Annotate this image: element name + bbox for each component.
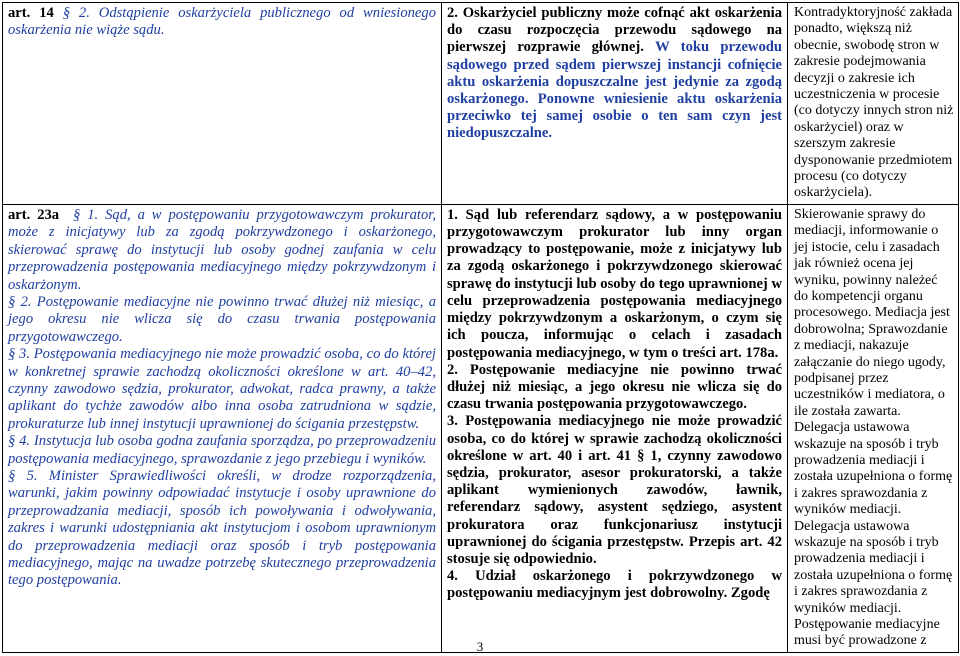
proposed-paragraph: 3. Postępowania mediacyjnego nie może prowadzić osoba, co do której w sprawie zachodzą okoliczności określone w art. 40 i art. 41 § 1, czynny zawodowo sędzia, prokurator, asesor prokuratorski, a także aplikant wymienionych zawodów, ławnik, referendarz sądowy, asystent sędziego, asystent prokuratora oraz funkcjonariusz instytucji uprawnionej do ścigania przestępstw. Przepis art. 42 stosuje się odpowiednio. <box>447 413 782 567</box>
comparison-table <box>2 2 959 653</box>
justification-cell <box>788 3 959 205</box>
proposed-highlight: 2. Oskarżyciel publiczny może cofnąć akt oskarżenia do czasu rozpoczęcia przewodu sądowego na pierwszej rozprawie głównej. <box>447 5 782 56</box>
proposed-rest: W toku przewodu sądowego przed sądem pierwszej instancji cofnięcie aktu oskarżenia dopuszczalne jest jedynie za zgodą oskarżonego. Ponowne wniesienie aktu oskarżenia przeciwko tej samej osobie o ten sam czyn jest niedopuszczalne. <box>447 39 782 142</box>
article-paragraph: § 2. Postępowanie mediacyjne nie powinno trwać dłużej niż miesiąc, a jego okresu nie wlicza się do czasu trwania postępowania przygotowawczego. <box>8 293 436 345</box>
article-paragraph: § 5. Minister Sprawiedliwości określi, w drodze rozporządzenia, warunki, jakim powinny odpowiadać instytucje i osoby uprawnione do przeprowadzania mediacji, sposób ich powoływania i odwoływania, zakres i warunki udostępniania akt instytucjom i osobom uprawnionym do przeprowadzenia mediacji oraz sposób i tryb postępowania mediacyjnego, mając na uwadze potrzebę skutecznego przeprowadzenia tego postępowania. <box>8 467 436 589</box>
proposed-paragraph: 1. Sąd lub referendarz sądowy, a w postępowaniu przygotowawczym prokurator lub inny organ prowadzący to postępowanie, może z inicjatywy lub za zgodą oskarżonego i pokrzywdzonego skierować sprawę do instytucji lub osoby do tego uprawnionej w celu przeprowadzenia postępowania mediacyjnego między pokrzywdzonym a oskarżonym, o czym się ich poucza, informując o celach i zasadach postępowania mediacyjnego, w tym o treści art. 178a. <box>447 206 782 361</box>
article-label: art. 14 <box>8 5 54 21</box>
article-label: art. 23a <box>8 206 60 223</box>
proposed-paragraph: 4. Udział oskarżonego i pokrzywdzonego w postępowaniu mediacyjnym jest dobrowolny. Zgodę <box>447 568 782 602</box>
article-paragraph: art. 23a § 1. Sąd, a w postępowaniu przygotowawczym prokurator, może z inicjatywy lub za zgodą pokrzywdzonego i oskarżonego, skierować sprawę do instytucji lub osoby godnej zaufania w celu przeprowadzenia postępowania mediacyjnego między pokrzywdzonym i oskarżonym. <box>8 206 436 293</box>
justification-cell <box>788 204 959 652</box>
proposed-paragraph <box>447 5 782 143</box>
article-14-text <box>8 5 436 40</box>
table-row <box>3 3 959 205</box>
justification-text: Kontradyktoryjność zakłada ponadto, większą niż obecnie, swobodę stron w zakresie podejmowania decyzji o zakresie ich uczestniczenia w procesie (co dotyczy innych stron niż oskarżyciel) oraz w szerszym zakresie dysponowanie przedmiotem procesu (co dotyczy oskarżyciela). <box>794 5 954 201</box>
proposed-paragraph: 2. Postępowanie mediacyjne nie powinno trwać dłużej niż miesiąc, a jego okresu nie wlicza się do czasu trwania postępowania przygotowawczego. <box>447 361 782 413</box>
page-number: 3 <box>476 639 484 654</box>
article-paragraph: § 2. Odstąpienie oskarżyciela publicznego od wniesionego oskarżenia nie wiąże sądu. <box>8 5 436 39</box>
justification-text: Skierowanie sprawy do mediacji, informowanie o jej istocie, celu i zasadach jak również ocena jej wyniku, powinny należeć do kompetencji organu procesowego. Mediacja jest dobrowolna; Sprawozdanie z mediacji, nakazuje załączanie do niego ugody, podpisanej przez uczestników i mediatora, o ile została zawarta. Delegacja ustawowa wskazuje na sposób i tryb prowadzenia mediacji i została uzupełniona o formę i zakres sprawozdania z wyników mediacji. Delegacja ustawowa wskazuje na sposób i tryb prowadzenia mediacji i została uzupełniona o formę i zakres sprawozdania z wyników mediacji. Postępowanie mediacyjne musi być prowadzone z <box>794 206 953 649</box>
current-law-cell <box>3 204 442 652</box>
proposed-law-cell <box>442 204 788 652</box>
current-law-cell <box>3 3 442 205</box>
article-paragraph: § 4. Instytucja lub osoba godna zaufania sporządza, po przeprowadzeniu postępowania mediacyjnego, sprawozdanie z jego przebiegu i wyników. <box>8 433 436 467</box>
table-row <box>3 204 959 652</box>
proposed-law-cell <box>442 3 788 205</box>
article-paragraph: § 3. Postępowania mediacyjnego nie może prowadzić osoba, co do której w konkretnej sprawie zachodzą okoliczności określone w art. 40–42, czynny zawodowo sędzia, prokurator, adwokat, radca prawny, a także aplikant do tychże zawodów albo inna osoba zatrudniona w sądzie, prokuraturze lub innej instytucji uprawnionej do ścigania przestępstw. <box>8 346 436 432</box>
